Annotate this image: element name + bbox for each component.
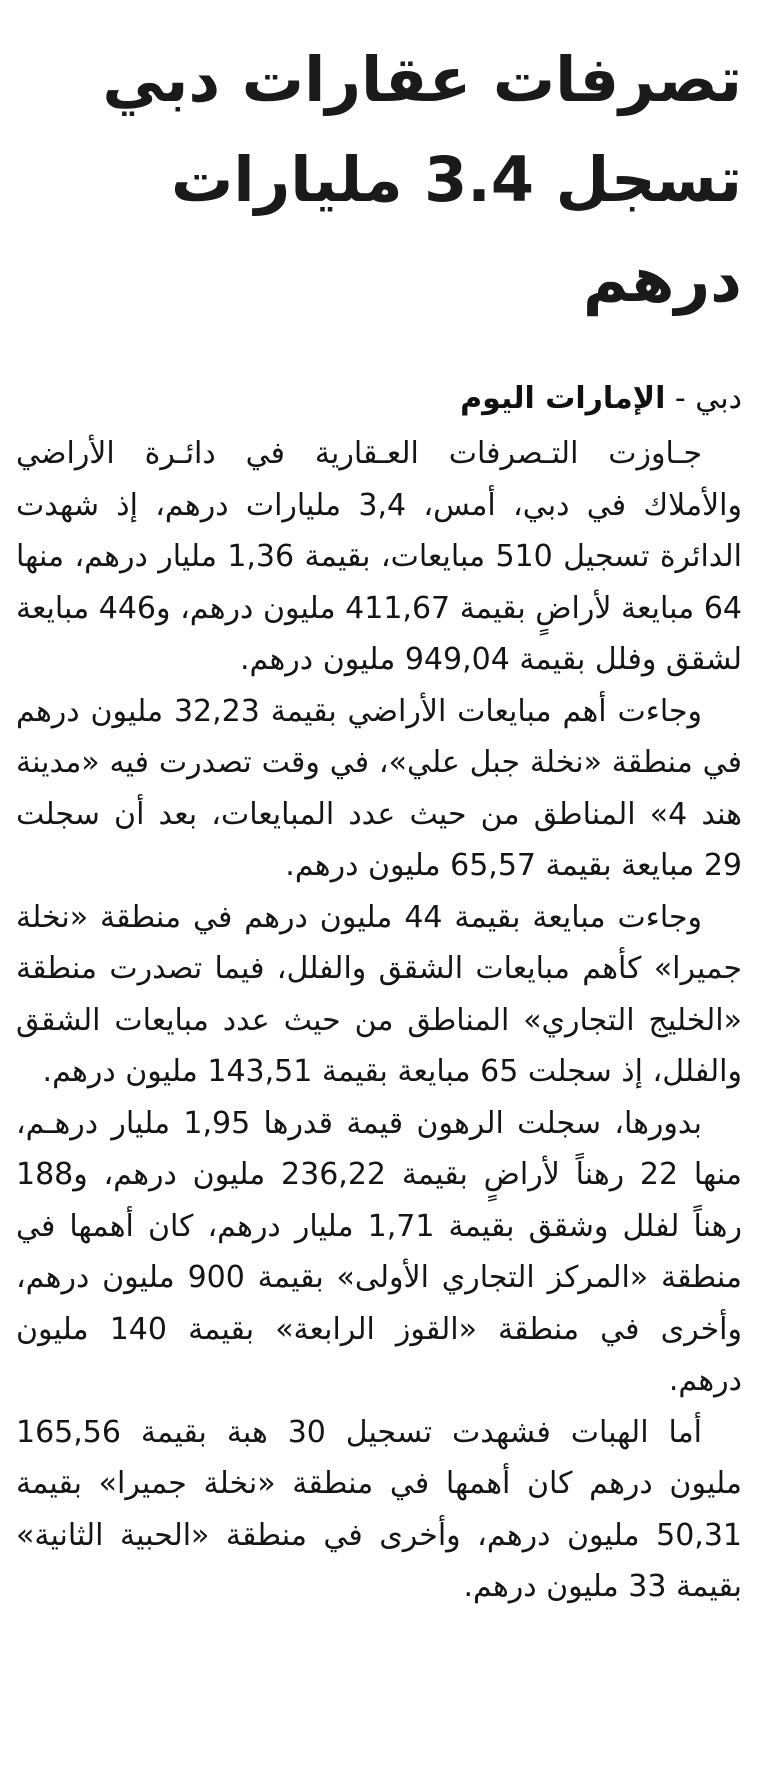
article-paragraph: وجاءت أهم مبايعات الأراضي بقيمة 32,23 مليون درهم في منطقة «نخلة جبل علي»، في وقت تصدرت فيه «مدينة هند 4» المناطق من حيث عدد المبايعات، بعد أن سجلت 29 مبايعة بقيمة 65,57 مليون درهم. (16, 693, 743, 883)
article-paragraph: أما الهبات فشهدت تسجيل 30 هبة بقيمة 165,56 مليون درهم كان أهمها في منطقة «نخلة جميرا» بقيمة 50,31 مليون درهم، وأخرى في منطقة «الحبية الثانية» بقيمة 33 مليون درهم. (16, 1414, 742, 1604)
article-body (16, 428, 742, 1613)
byline-place: دبي - (665, 381, 742, 416)
article-byline (16, 374, 742, 424)
article-paragraph: وجاءت مبايعة بقيمة 44 مليون درهم في منطقة «نخلة جميرا» كأهم مبايعات الشقق والفلل، فيما تصدرت منطقة «الخليج التجاري» المناطق من حيث عدد مبايعات الشقق والفلل، إذ سجلت 65 مبايعة بقيمة 143,51 مليون درهم. (16, 899, 742, 1089)
article-paragraph: جـاوزت التـصرفات العـقارية في دائـرة الأراضي والأملاك في دبي، أمس، 3,4 مليارات درهم، إذ شهدت الدائرة تسجيل 510 مبايعات، بقيمة 1,36 مليار درهم، منها 64 مبايعة لأراضٍ بقيمة 411,67 مليون درهم، و446 مبايعة لشقق وفلل بقيمة 949,04 مليون درهم. (16, 436, 743, 677)
byline-source: الإمارات اليوم (460, 381, 666, 416)
article-paragraph: بدورها، سجلت الرهون قيمة قدرها 1,95 مليار درهـم، منها 22 رهناً لأراضٍ بقيمة 236,22 مليون درهم، و188 رهناً لفلل وشقق بقيمة 1,71 مليار درهم، كان أهمها في منطقة «المركز التجاري الأولى» بقيمة 900 مليون درهم، وأخرى في منطقة «القوز الرابعة» بقيمة 140 مليون درهم. (16, 1105, 743, 1398)
article-headline: تصرفات عقارات دبي تسجل 3.4 مليارات درهم (102, 43, 742, 316)
